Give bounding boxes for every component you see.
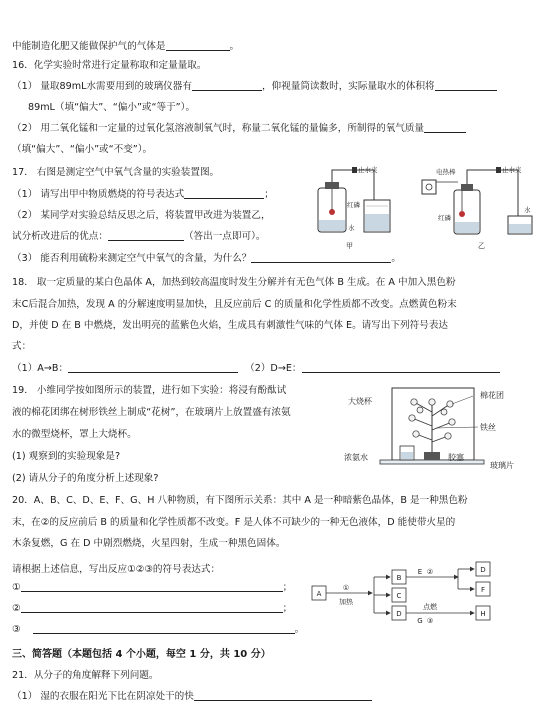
label-g: G <box>417 617 423 625</box>
figure-17-apparatus <box>312 160 542 252</box>
text-fragment: 试分析改进后的优点： <box>12 231 108 242</box>
question-16-part-2-cont: （填“偏大”、“偏小”或“不变”）。 <box>12 144 153 155</box>
answer-blank[interactable] <box>194 690 372 701</box>
question-18-line-4: 式： <box>12 341 32 352</box>
label-electrode: 电热棒 <box>436 168 456 176</box>
figure-20-relationship-diagram <box>308 560 508 632</box>
question-21-part-1 <box>12 690 372 703</box>
apparatus-jia <box>318 165 390 250</box>
label-f: F <box>480 586 486 594</box>
text-fragment: （1） 量取89mL水需要用到的玻璃仪器有 <box>12 81 192 92</box>
label-d-2: D <box>480 566 486 574</box>
question-21-title: 21．从分子的角度解释下列问题。 <box>12 670 159 681</box>
text-fragment: （2） 用二氧化锰和一定量的过氧化氢溶液制氧气时，称量二氧化锰的量偏多，所制得的氧气质量 <box>12 123 425 134</box>
text-fragment: ； <box>282 582 293 593</box>
glass-plate <box>380 460 484 464</box>
label-jia: 甲 <box>346 242 353 250</box>
label-iron-wire: 铁丝 <box>480 423 496 432</box>
question-19-line-2: 液的棉花团绑在树形铁丝上制成“花树”，在玻璃片上放置盛有浓氨 <box>12 407 291 418</box>
label-h: H <box>480 610 486 618</box>
question-19-line-1: 19． 小维同学按如图所示的装置，进行如下实验：将浸有酚酞试 <box>12 385 287 396</box>
label-reaction-2: ② <box>426 568 434 576</box>
question-19-part-1: (1) 观察到的实验现象是? <box>12 451 121 462</box>
label-b: B <box>396 574 402 582</box>
label-plug: 胶塞 <box>448 453 464 462</box>
question-18-line-2: 末C后混合加热，发现 A 的分解速度明显加快，且反应前后 C 的质量和化学性质都不改变。点燃黄色粉末 <box>12 299 457 310</box>
label-reaction-1: ① <box>342 584 350 592</box>
question-17-part-2: （2） 某同学对实验总结反思之后，将装置甲改进为装置乙， <box>12 210 271 221</box>
question-20-line-1: 20．A、B、C、D、E、F、G、H 八种物质，有下图所示关系：其中 A 是一种暗紫色晶体，B 是一种黑色粉 <box>12 495 468 506</box>
label-d: D <box>396 610 402 618</box>
question-16-title: 16．化学实验时常进行定量称取和定量量取。 <box>12 60 207 71</box>
text-fragment: （答出一点即可）。 <box>183 231 266 242</box>
text-fragment: （1）A→B： <box>12 363 69 374</box>
label-red-phosphorus-2: 红磷 <box>438 214 451 222</box>
question-16-part-2 <box>12 122 466 135</box>
answer-blank[interactable] <box>435 80 497 91</box>
answer-blank[interactable] <box>21 602 283 613</box>
question-20-answer-1 <box>12 581 292 594</box>
answer-blank[interactable] <box>166 40 230 51</box>
question-18-line-1: 18． 取一定质量的某白色晶体 A，加热到较高温度时发生分解并有无色气体 B 生成。在 A 中加入黑色粉 <box>12 277 456 288</box>
question-16-part-1 <box>12 80 497 93</box>
label-ignite: 点燃 <box>423 603 437 611</box>
question-19-part-2: (2) 请从分子的角度分析上述现象? <box>12 473 159 484</box>
label-a: A <box>316 590 322 598</box>
figure-19-flower-tree <box>340 382 550 474</box>
label-water: 水 <box>348 224 355 232</box>
label-red-phosphorus: 红磷 <box>347 201 360 209</box>
section-3-heading: 三、简答题（本题包括 4 个小题，每空 1 分，共 10 分） <box>12 649 271 660</box>
rubber-plug <box>424 452 440 460</box>
answer-blank[interactable] <box>68 362 238 373</box>
text-fragment: （2）D→E： <box>245 363 302 374</box>
text-fragment: ； <box>282 603 293 614</box>
answer-blank[interactable] <box>302 362 500 373</box>
question-17-part-1 <box>12 188 274 201</box>
label-yi: 乙 <box>478 242 485 250</box>
label-glass-plate: 玻璃片 <box>490 461 514 470</box>
text-fragment: 。 <box>294 624 305 635</box>
label-clamp: 止水夹 <box>358 166 378 174</box>
question-16-part-1-cont: 89mL（填“偏大”、“偏小”或“等于”）。 <box>28 102 196 113</box>
apparatus-yi <box>422 165 532 250</box>
answer-blank[interactable] <box>184 188 264 199</box>
question-17-title: 17． 右图是测定空气中氧气含量的实验装置图。 <box>12 167 220 178</box>
text-fragment: ； <box>264 189 274 200</box>
text-line-15-end <box>12 40 239 53</box>
question-20-answer-3 <box>12 623 304 636</box>
label-large-beaker: 大烧杯 <box>348 397 372 406</box>
answer-blank[interactable] <box>33 623 295 634</box>
question-17-part-2-cont <box>12 230 265 243</box>
question-19-line-3: 水的微型烧杯，罩上大烧杯。 <box>12 429 137 440</box>
label-heat: 加热 <box>339 598 353 606</box>
answer-blank[interactable] <box>192 80 262 91</box>
label-ammonia: 浓氨水 <box>344 453 368 462</box>
label-cotton: 棉花团 <box>480 391 504 400</box>
question-18-answers <box>12 362 500 375</box>
answer-blank[interactable] <box>21 581 283 592</box>
text-fragment: 。 <box>391 253 401 264</box>
text-fragment: ② <box>12 603 21 614</box>
answer-blank[interactable] <box>424 122 466 133</box>
text-fragment: （1） 请写出甲中物质燃烧的符号表达式 <box>12 189 185 200</box>
label-c: C <box>396 592 402 600</box>
question-20-line-3: 木条复燃，G 在 D 中剧烈燃烧，火星四射，生成一种黑色固体。 <box>12 538 286 549</box>
text-fragment: 。 <box>229 41 240 52</box>
text-fragment: ① <box>12 582 21 593</box>
text-fragment: （3） 能否利用硫粉来测定空气中氧气的含量，为什么？ <box>12 253 252 264</box>
text-fragment: 中能制造化肥又能做保护气的气体是 <box>12 41 166 52</box>
text-fragment: （1） 湿的衣服在阳光下比在阴凉处干的快 <box>12 691 194 702</box>
label-e: E <box>417 568 423 576</box>
answer-blank[interactable] <box>108 230 184 241</box>
question-17-part-3 <box>12 252 401 265</box>
question-20-instruction: 请根据上述信息，写出反应①②③的符号表达式： <box>12 564 221 575</box>
label-clamp-2: 止水夹 <box>502 166 522 174</box>
question-18-line-3: D，并使 D 在 B 中燃烧，发出明亮的蓝紫色火焰，生成具有刺激性气味的气体 E。请写出下列符号表达 <box>12 320 449 331</box>
label-reaction-3: ③ <box>426 617 434 625</box>
text-fragment: ，仰视量筒读数时，实际量取水的体积将 <box>261 81 435 92</box>
text-fragment: ③ <box>12 624 21 635</box>
label-water-2: 水 <box>524 206 531 214</box>
question-20-answer-2 <box>12 602 292 615</box>
answer-blank[interactable] <box>251 252 391 263</box>
question-20-line-2: 末，在②的反应前后 B 的质量和化学性质都不改变。F 是人体不可缺少的一种无色液体，D 能使带火星的 <box>12 517 456 528</box>
